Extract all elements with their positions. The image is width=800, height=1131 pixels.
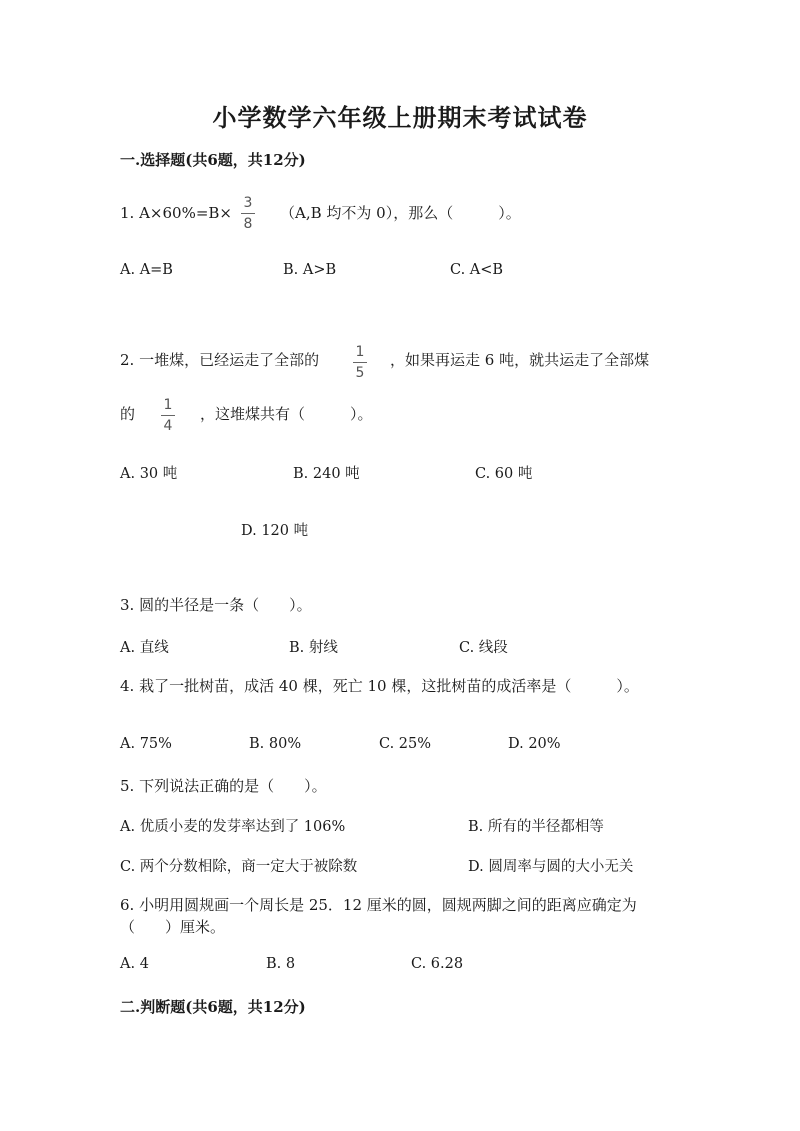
question-1-option-c[interactable]: C. A<B bbox=[450, 262, 504, 278]
question-5-option-d[interactable]: D. 圆周率与圆的大小无关 bbox=[468, 859, 634, 875]
question-2-line2-after: ，这堆煤共有（ ）。 bbox=[200, 405, 373, 423]
section-heading-choice: 一.选择题(共6题，共12分) bbox=[120, 151, 306, 169]
question-2-line2-before: 的 bbox=[120, 405, 136, 423]
fraction-1-4 bbox=[158, 396, 178, 435]
section-heading-true-false: 二.判断题(共6题，共12分) bbox=[120, 998, 306, 1016]
fraction-numerator: 3 bbox=[243, 195, 253, 211]
fraction-3-8 bbox=[238, 194, 258, 233]
fraction-denominator: 5 bbox=[355, 365, 365, 381]
fraction-numerator: 1 bbox=[163, 397, 173, 413]
question-1-option-b[interactable]: B. A>B bbox=[283, 262, 337, 278]
question-3-text: 3. 圆的半径是一条（ ）。 bbox=[120, 596, 312, 614]
question-1-text-before: 1. A×60%=B× bbox=[120, 204, 232, 222]
question-2-line1-before: 2. 一堆煤，已经运走了全部的 bbox=[120, 351, 320, 369]
question-4-option-c[interactable]: C. 25% bbox=[379, 736, 432, 752]
question-5-option-c[interactable]: C. 两个分数相除，商一定大于被除数 bbox=[120, 859, 358, 875]
page-title: 小学数学六年级上册期末考试试卷 bbox=[212, 103, 588, 132]
fraction-bar bbox=[353, 362, 367, 363]
question-6-option-b[interactable]: B. 8 bbox=[266, 956, 296, 972]
question-2-line1-after: ，如果再运走 6 吨，就共运走了全部煤 bbox=[390, 351, 650, 369]
fraction-numerator: 1 bbox=[355, 344, 365, 360]
question-5-option-b[interactable]: B. 所有的半径都相等 bbox=[468, 819, 604, 835]
question-6-line1: 6. 小明用圆规画一个周长是 25．12 厘米的圆，圆规两脚之间的距离应确定为 bbox=[120, 896, 637, 914]
question-4-option-d[interactable]: D. 20% bbox=[508, 736, 561, 752]
fraction-bar bbox=[241, 213, 255, 214]
question-3-option-a[interactable]: A. 直线 bbox=[120, 640, 169, 656]
question-3-option-b[interactable]: B. 射线 bbox=[289, 640, 338, 656]
question-6-option-a[interactable]: A. 4 bbox=[120, 956, 149, 972]
question-2-option-a[interactable]: A. 30 吨 bbox=[120, 466, 178, 482]
fraction-bar bbox=[161, 415, 175, 416]
question-2-option-b[interactable]: B. 240 吨 bbox=[293, 466, 360, 482]
fraction-denominator: 8 bbox=[243, 216, 253, 232]
question-4-text: 4. 栽了一批树苗，成活 40 棵，死亡 10 棵，这批树苗的成活率是（ ）。 bbox=[120, 677, 639, 695]
question-5-text: 5. 下列说法正确的是（ ）。 bbox=[120, 777, 327, 795]
question-6-line2: （ ）厘米。 bbox=[120, 918, 226, 936]
question-3-option-c[interactable]: C. 线段 bbox=[459, 640, 508, 656]
fraction-1-5 bbox=[350, 343, 370, 382]
question-6-option-c[interactable]: C. 6.28 bbox=[411, 956, 464, 972]
question-1-text-after: （A,B 均不为 0），那么（ ）。 bbox=[280, 204, 521, 222]
question-4-option-a[interactable]: A. 75% bbox=[120, 736, 172, 752]
question-4-option-b[interactable]: B. 80% bbox=[249, 736, 302, 752]
question-2-option-d[interactable]: D. 120 吨 bbox=[241, 523, 309, 539]
fraction-denominator: 4 bbox=[163, 418, 173, 434]
question-1-option-a[interactable]: A. A=B bbox=[120, 262, 173, 278]
question-2-option-c[interactable]: C. 60 吨 bbox=[475, 466, 533, 482]
question-5-option-a[interactable]: A. 优质小麦的发芽率达到了 106% bbox=[120, 819, 346, 835]
